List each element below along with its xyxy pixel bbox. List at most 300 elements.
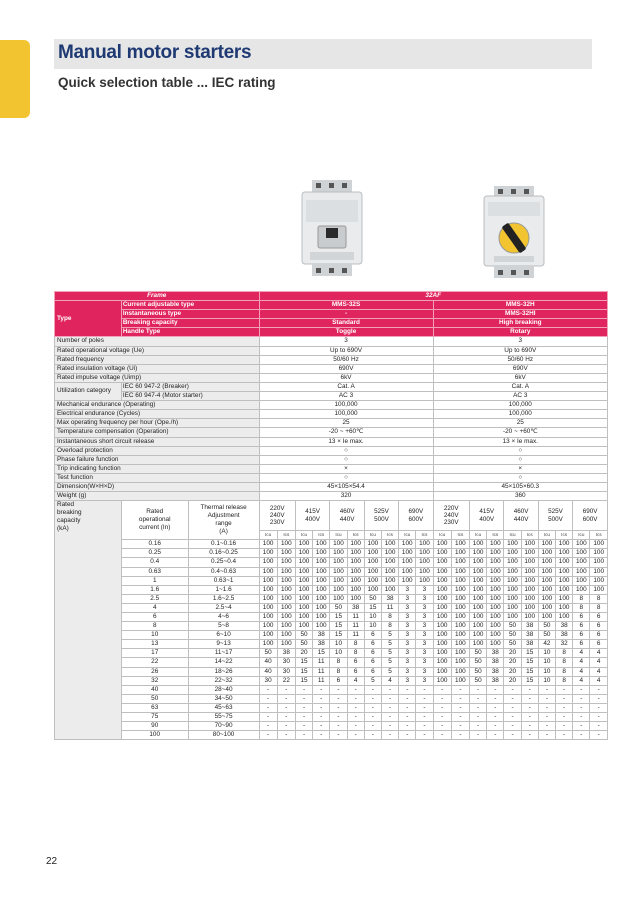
voltage-line: 460V	[513, 508, 529, 516]
breaking-capacity-value: -	[399, 722, 416, 731]
spec-label: Rated impulse voltage (Uimp)	[55, 373, 260, 382]
spec-value-a: ○	[259, 473, 433, 482]
spec-value-b: 100,000	[433, 410, 607, 419]
rated-current-value: 1.6	[121, 585, 188, 594]
breaking-capacity-value: -	[504, 685, 521, 694]
rated-current-value: 6	[121, 613, 188, 622]
breaking-capacity-value: -	[470, 703, 487, 712]
voltage-header	[504, 501, 538, 531]
breaking-capacity-value: 100	[521, 540, 538, 549]
breaking-capacity-value: 50	[538, 631, 555, 640]
breaking-capacity-value: 100	[487, 631, 504, 640]
breaking-capacity-value: -	[521, 731, 538, 740]
breaking-capacity-value: 32	[556, 640, 573, 649]
type-row	[55, 319, 608, 328]
ics-header: Ics	[416, 531, 433, 540]
voltage-line: 440V	[339, 515, 355, 523]
breaking-capacity-value: 100	[573, 540, 590, 549]
breaking-capacity-value: 100	[521, 576, 538, 585]
voltage-header	[538, 501, 572, 531]
voltage-header	[573, 501, 608, 531]
breaking-capacity-value: 5	[381, 640, 398, 649]
breaking-capacity-value: 100	[399, 540, 416, 549]
breaking-capacity-value: 100	[451, 676, 469, 685]
voltage-line: 690V	[408, 508, 424, 516]
breaking-capacity-value: 100	[573, 567, 590, 576]
breaking-capacity-value: 100	[330, 576, 347, 585]
spec-label: Mechanical endurance (Operating)	[55, 401, 260, 410]
breaking-capacity-value: 100	[451, 649, 469, 658]
breaking-capacity-value: -	[470, 722, 487, 731]
breaking-capacity-value: 100	[451, 549, 469, 558]
breaking-capacity-value: -	[295, 703, 312, 712]
breaking-capacity-value: -	[451, 731, 469, 740]
spec-label: Electrical endurance (Cycles)	[55, 410, 260, 419]
breaking-capacity-value: 100	[470, 549, 487, 558]
operational-current-line: Rated	[146, 508, 164, 516]
rated-current-value: 13	[121, 640, 188, 649]
breaking-capacity-value: 100	[487, 567, 504, 576]
ics-header: Ics	[590, 531, 608, 540]
spec-label: Rated frequency	[55, 355, 260, 364]
breaking-capacity-value: 30	[277, 667, 295, 676]
breaking-capacity-value: 10	[330, 640, 347, 649]
utilization-standard: IEC 60 947-2 (Breaker)	[121, 382, 259, 391]
voltage-line: 240V	[443, 511, 459, 519]
breaking-capacity-value: 100	[470, 631, 487, 640]
breaking-capacity-value: 100	[433, 649, 451, 658]
breaking-capacity-value: 100	[259, 549, 277, 558]
voltage-header	[330, 501, 364, 531]
breaking-capacity-value: 100	[364, 549, 381, 558]
voltage-line: 400V	[479, 515, 495, 523]
breaking-capacity-value: 6	[364, 667, 381, 676]
breaking-capacity-value: 100	[313, 594, 330, 603]
rated-current-value: 0.63	[121, 567, 188, 576]
breaking-capacity-value: 100	[277, 576, 295, 585]
breaking-capacity-value: -	[313, 694, 330, 703]
spec-value-a: 50/60 Hz	[259, 355, 433, 364]
breaking-capacity-value: -	[487, 694, 504, 703]
breaking-capacity-value: 4	[573, 667, 590, 676]
breaking-capacity-value: 20	[504, 667, 521, 676]
breaking-capacity-value: -	[295, 694, 312, 703]
rated-current-value: 75	[121, 713, 188, 722]
breaking-capacity-value: 3	[399, 622, 416, 631]
operational-current-line: operational	[138, 516, 171, 524]
thermal-range-value: 1~1.6	[188, 585, 259, 594]
breaking-capacity-value: -	[470, 685, 487, 694]
breaking-capacity-value: 11	[347, 631, 364, 640]
thermal-range-value: 1.6~2.5	[188, 594, 259, 603]
spec-value-b: ×	[433, 464, 607, 473]
breaking-capacity-value: 3	[416, 640, 433, 649]
breaking-capacity-value: 100	[451, 667, 469, 676]
breaking-capacity-value: 8	[556, 649, 573, 658]
mms-32s-product-photo	[296, 180, 368, 278]
breaking-capacity-value: -	[451, 694, 469, 703]
thermal-release-header	[188, 501, 259, 540]
breaking-capacity-value: 38	[487, 649, 504, 658]
breaking-capacity-value: 100	[487, 549, 504, 558]
breaking-capacity-value: -	[521, 722, 538, 731]
breaking-capacity-value: -	[504, 703, 521, 712]
breaking-capacity-value: -	[573, 694, 590, 703]
type-row	[55, 328, 608, 337]
rated-label-line: capacity	[57, 517, 81, 525]
breaking-capacity-value: 3	[399, 649, 416, 658]
breaking-capacity-value: 3	[416, 613, 433, 622]
breaking-capacity-value: 11	[313, 676, 330, 685]
breaking-capacity-value: 50	[470, 658, 487, 667]
breaking-capacity-value: 3	[399, 631, 416, 640]
breaking-capacity-value: 100	[470, 576, 487, 585]
breaking-capacity-value: 8	[556, 667, 573, 676]
breaking-capacity-value: 5	[381, 649, 398, 658]
breaking-capacity-value: 100	[504, 613, 521, 622]
breaking-capacity-value: 100	[381, 549, 398, 558]
thermal-range-value: 70~90	[188, 722, 259, 731]
breaking-capacity-value: 100	[433, 613, 451, 622]
spec-row	[55, 373, 608, 382]
breaking-capacity-value: 100	[277, 567, 295, 576]
breaking-capacity-value: 100	[590, 549, 608, 558]
breaking-capacity-value: 100	[347, 594, 364, 603]
breaking-capacity-value: 100	[433, 576, 451, 585]
rated-current-value: 2.5	[121, 594, 188, 603]
breaking-capacity-value: 100	[347, 567, 364, 576]
breaking-capacity-value: 100	[521, 567, 538, 576]
breaking-capacity-value: 10	[330, 649, 347, 658]
breaking-capacity-value: 8	[556, 658, 573, 667]
breaking-capacity-value: 100	[259, 576, 277, 585]
breaking-capacity-value: 100	[381, 540, 398, 549]
breaking-capacity-value: 100	[590, 567, 608, 576]
breaking-capacity-value: 8	[590, 594, 608, 603]
voltage-line: 690V	[582, 508, 598, 516]
breaking-capacity-value: 100	[330, 594, 347, 603]
voltage-line: 240V	[269, 511, 285, 519]
breaking-capacity-value: -	[416, 713, 433, 722]
breaking-capacity-value: 8	[330, 667, 347, 676]
thermal-range-value: 18~26	[188, 667, 259, 676]
voltage-line: 440V	[513, 515, 529, 523]
rated-current-value: 100	[121, 731, 188, 740]
rated-data-row	[55, 694, 608, 703]
breaking-capacity-value: 4	[573, 658, 590, 667]
spec-value-b: Up to 690V	[433, 346, 607, 355]
breaking-capacity-value: 8	[381, 622, 398, 631]
thermal-release-line: (A)	[219, 528, 228, 536]
breaking-capacity-value: 50	[538, 622, 555, 631]
breaking-capacity-value: 11	[347, 622, 364, 631]
thermal-range-value: 0.16~0.25	[188, 549, 259, 558]
breaking-capacity-value: 42	[538, 640, 555, 649]
spec-row	[55, 364, 608, 373]
type-row-label: Current adjustable type	[121, 301, 259, 310]
breaking-capacity-value: 3	[416, 603, 433, 612]
icu-header: Icu	[470, 531, 487, 540]
breaking-capacity-value: 6	[347, 667, 364, 676]
breaking-capacity-value: -	[259, 694, 277, 703]
breaking-capacity-value: -	[259, 713, 277, 722]
breaking-capacity-value: 100	[433, 540, 451, 549]
rated-data-row	[55, 558, 608, 567]
breaking-capacity-value: 100	[451, 640, 469, 649]
breaking-capacity-value: 30	[259, 676, 277, 685]
breaking-capacity-value: -	[277, 722, 295, 731]
breaking-capacity-value: -	[556, 713, 573, 722]
breaking-capacity-value: -	[259, 685, 277, 694]
thermal-range-value: 34~50	[188, 694, 259, 703]
thermal-range-value: 0.1~0.16	[188, 540, 259, 549]
breaking-capacity-value: -	[313, 685, 330, 694]
breaking-capacity-value: 15	[330, 613, 347, 622]
breaking-capacity-value: -	[295, 685, 312, 694]
breaking-capacity-value: 50	[295, 631, 312, 640]
spec-value-b: ○	[433, 455, 607, 464]
spec-value-b: 6kV	[433, 373, 607, 382]
breaking-capacity-value: 100	[330, 585, 347, 594]
thermal-release-line: Adjustment	[207, 512, 240, 520]
breaking-capacity-value: 100	[556, 613, 573, 622]
breaking-capacity-value: -	[504, 722, 521, 731]
ics-header: Ics	[313, 531, 330, 540]
breaking-capacity-value: -	[347, 694, 364, 703]
breaking-capacity-value: -	[470, 713, 487, 722]
breaking-capacity-value: 100	[487, 613, 504, 622]
spec-value-a: 100,000	[259, 401, 433, 410]
breaking-capacity-value: 100	[259, 603, 277, 612]
breaking-capacity-value: 100	[538, 567, 555, 576]
voltage-header	[399, 501, 433, 531]
thermal-range-value: 0.25~0.4	[188, 558, 259, 567]
breaking-capacity-value: 100	[347, 540, 364, 549]
type-row-value-b: High breaking	[433, 319, 607, 328]
breaking-capacity-value: 100	[347, 549, 364, 558]
breaking-capacity-value: -	[399, 713, 416, 722]
breaking-capacity-value: 100	[347, 576, 364, 585]
breaking-capacity-value: -	[416, 703, 433, 712]
breaking-capacity-value: 100	[313, 558, 330, 567]
breaking-capacity-value: 100	[399, 576, 416, 585]
breaking-capacity-value: 100	[451, 613, 469, 622]
breaking-capacity-value: -	[504, 731, 521, 740]
breaking-capacity-value: 100	[521, 549, 538, 558]
type-row-value-a: -	[259, 310, 433, 319]
breaking-capacity-value: 100	[451, 576, 469, 585]
breaking-capacity-value: 5	[364, 676, 381, 685]
operational-current-line: current (In)	[139, 524, 171, 532]
breaking-capacity-value: -	[504, 694, 521, 703]
breaking-capacity-value: -	[416, 694, 433, 703]
breaking-capacity-value: 100	[313, 567, 330, 576]
breaking-capacity-value: 100	[416, 576, 433, 585]
breaking-capacity-value: 100	[433, 558, 451, 567]
rated-data-row	[55, 731, 608, 740]
breaking-capacity-value: 100	[521, 558, 538, 567]
breaking-capacity-value: 10	[364, 613, 381, 622]
thermal-range-value: 11~17	[188, 649, 259, 658]
type-row	[55, 301, 608, 310]
breaking-capacity-value: 100	[259, 567, 277, 576]
breaking-capacity-value: 100	[364, 540, 381, 549]
breaking-capacity-value: 100	[347, 558, 364, 567]
voltage-line: 415V	[479, 508, 495, 516]
rated-data-row	[55, 649, 608, 658]
breaking-capacity-value: 50	[504, 622, 521, 631]
voltage-header	[259, 501, 295, 531]
breaking-capacity-value: -	[538, 703, 555, 712]
breaking-capacity-value: 100	[381, 567, 398, 576]
breaking-capacity-value: 100	[521, 594, 538, 603]
spec-label: Max operating frequency per hour (Ope./h)	[55, 419, 260, 428]
rated-data-row	[55, 658, 608, 667]
breaking-capacity-value: 6	[347, 658, 364, 667]
breaking-capacity-value: -	[521, 703, 538, 712]
breaking-capacity-value: 50	[470, 649, 487, 658]
breaking-capacity-value: 100	[538, 594, 555, 603]
spec-value-b: 100,000	[433, 401, 607, 410]
breaking-capacity-value: 4	[590, 649, 608, 658]
rated-data-row	[55, 576, 608, 585]
breaking-capacity-value: 30	[277, 658, 295, 667]
breaking-capacity-value: 100	[504, 603, 521, 612]
breaking-capacity-value: 100	[364, 576, 381, 585]
breaking-capacity-value: 100	[538, 576, 555, 585]
breaking-capacity-value: 100	[573, 558, 590, 567]
breaking-capacity-value: 6	[573, 613, 590, 622]
breaking-capacity-value: 10	[364, 622, 381, 631]
rated-current-value: 0.25	[121, 549, 188, 558]
breaking-capacity-value: -	[381, 703, 398, 712]
breaking-capacity-value: -	[347, 722, 364, 731]
breaking-capacity-value: -	[573, 731, 590, 740]
breaking-capacity-value: 100	[277, 631, 295, 640]
type-row-label: Handle Type	[121, 328, 259, 337]
spec-value-a: 45×105×54.4	[259, 482, 433, 491]
spec-label: Trip indicating function	[55, 464, 260, 473]
breaking-capacity-value: 100	[313, 622, 330, 631]
breaking-capacity-value: 100	[487, 585, 504, 594]
breaking-capacity-value: -	[590, 722, 608, 731]
type-label: Type	[55, 301, 122, 337]
breaking-capacity-value: 100	[470, 585, 487, 594]
breaking-capacity-value: 3	[416, 658, 433, 667]
rated-data-row	[55, 622, 608, 631]
page-title: Manual motor starters	[58, 42, 252, 63]
thermal-range-value: 14~22	[188, 658, 259, 667]
breaking-capacity-value: 10	[538, 658, 555, 667]
breaking-capacity-value: 100	[556, 540, 573, 549]
breaking-capacity-value: -	[433, 731, 451, 740]
spec-value-a: Up to 690V	[259, 346, 433, 355]
breaking-capacity-value: 100	[556, 567, 573, 576]
breaking-capacity-value: 100	[295, 549, 312, 558]
breaking-capacity-value: 100	[259, 585, 277, 594]
rated-breaking-capacity-label	[55, 501, 122, 740]
header-bar	[54, 39, 592, 69]
breaking-capacity-value: 6	[573, 640, 590, 649]
voltage-line: 460V	[339, 508, 355, 516]
breaking-capacity-value: 3	[399, 585, 416, 594]
breaking-capacity-value: -	[295, 722, 312, 731]
voltage-header	[470, 501, 504, 531]
rated-data-row	[55, 685, 608, 694]
breaking-capacity-value: -	[487, 685, 504, 694]
breaking-capacity-value: -	[399, 685, 416, 694]
thermal-range-value: 2.5~4	[188, 603, 259, 612]
type-row-value-b: Rotary	[433, 328, 607, 337]
rated-current-value: 40	[121, 685, 188, 694]
voltage-line: 525V	[548, 508, 563, 516]
breaking-capacity-value: -	[347, 713, 364, 722]
spec-value-b: ○	[433, 473, 607, 482]
spec-value-a: 25	[259, 419, 433, 428]
breaking-capacity-value: 100	[433, 640, 451, 649]
spec-label: Overload protection	[55, 446, 260, 455]
voltage-header	[295, 501, 329, 531]
breaking-capacity-value: 100	[295, 540, 312, 549]
breaking-capacity-value: -	[521, 694, 538, 703]
spec-row	[55, 437, 608, 446]
breaking-capacity-value: 50	[330, 603, 347, 612]
breaking-capacity-value: 100	[504, 549, 521, 558]
breaking-capacity-value: 100	[295, 594, 312, 603]
spec-value-b: ○	[433, 446, 607, 455]
ics-header: Ics	[381, 531, 398, 540]
breaking-capacity-value: -	[347, 703, 364, 712]
breaking-capacity-value: 22	[277, 676, 295, 685]
ics-header: Ics	[451, 531, 469, 540]
spec-value-b: 13 × Ie max.	[433, 437, 607, 446]
breaking-capacity-value: 100	[470, 567, 487, 576]
breaking-capacity-value: 100	[556, 594, 573, 603]
breaking-capacity-value: 3	[399, 640, 416, 649]
breaking-capacity-value: 100	[433, 667, 451, 676]
breaking-capacity-value: -	[590, 685, 608, 694]
breaking-capacity-value: 100	[521, 585, 538, 594]
spec-label: Number of poles	[55, 337, 260, 346]
utilization-row	[55, 392, 608, 401]
breaking-capacity-value: -	[330, 694, 347, 703]
ics-header: Ics	[556, 531, 573, 540]
spec-value-a: ○	[259, 455, 433, 464]
icu-header: Icu	[330, 531, 347, 540]
breaking-capacity-value: -	[364, 713, 381, 722]
voltage-line: 220V	[269, 504, 285, 512]
breaking-capacity-value: 100	[487, 576, 504, 585]
breaking-capacity-value: 11	[313, 658, 330, 667]
breaking-capacity-value: -	[364, 731, 381, 740]
rated-data-row	[55, 640, 608, 649]
breaking-capacity-value: 38	[556, 631, 573, 640]
breaking-capacity-value: -	[451, 713, 469, 722]
rated-header-row	[55, 501, 608, 531]
breaking-capacity-value: 100	[259, 640, 277, 649]
breaking-capacity-value: 100	[313, 603, 330, 612]
breaking-capacity-value: -	[381, 731, 398, 740]
breaking-capacity-value: -	[487, 722, 504, 731]
breaking-capacity-value: 100	[416, 540, 433, 549]
breaking-capacity-value: -	[538, 685, 555, 694]
icu-header: Icu	[364, 531, 381, 540]
ics-header: Ics	[347, 531, 364, 540]
breaking-capacity-value: 100	[556, 603, 573, 612]
breaking-capacity-value: 4	[573, 649, 590, 658]
breaking-capacity-value: 4	[590, 676, 608, 685]
spec-label: Dimension(W×H×D)	[55, 482, 260, 491]
